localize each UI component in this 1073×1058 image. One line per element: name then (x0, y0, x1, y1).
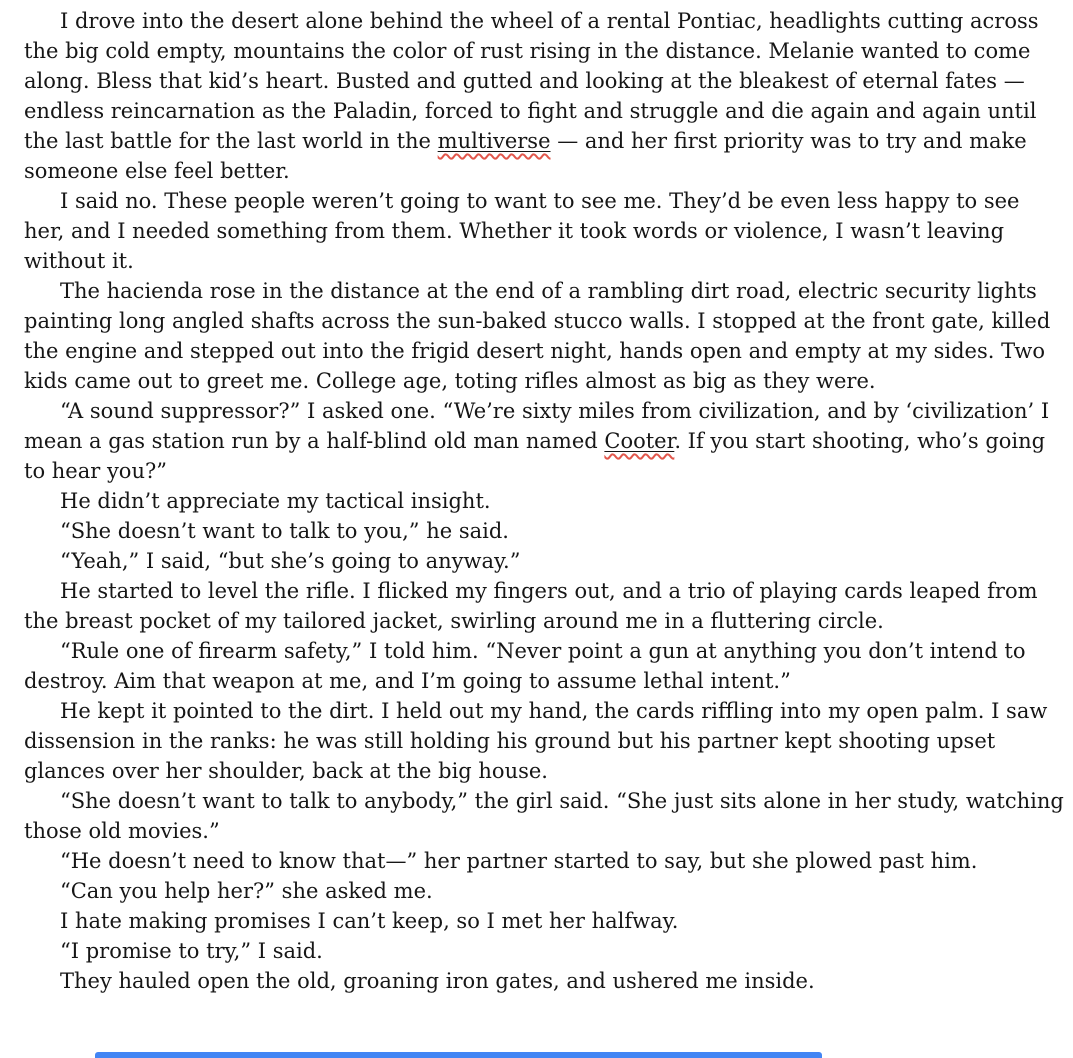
paragraph: I drove into the desert alone behind the wheel of a rental Pontiac, headlights cutting across the big cold empty, mountains the color of rust rising in the distance. Melanie wanted to come along. Bless that kid’s heart. Busted and gutted and looking at the bleakest of eternal fates — endless reincarnation as the Paladin, forced to fight and struggle and die again and again until the last battle for the last world in the multiverse — and her first priority was to try and make someone else feel better. (24, 9, 1039, 183)
paragraph: “Rule one of firearm safety,” I told him. “Never point a gun at anything you don’t intend to destroy. Aim that weapon at me, and I’m going to assume lethal intent.” (24, 639, 1026, 693)
paragraph: “He doesn’t need to know that—” her partner started to say, but she plowed past him. (60, 849, 978, 873)
paragraph: I hate making promises I can’t keep, so I met her halfway. (60, 909, 679, 933)
paragraph: “A sound suppressor?” I asked one. “We’re sixty miles from civilization, and by ‘civilization’ I mean a gas station run by a half-blind old man named Cooter. If you start shooting, who’s going to hear you?” (24, 399, 1050, 483)
paragraph: He started to level the rifle. I flicked my fingers out, and a trio of playing cards leaped from the breast pocket of my tailored jacket, swirling around me in a fluttering circle. (24, 579, 1038, 633)
scroll-progress-bar[interactable] (95, 1052, 822, 1058)
paragraph: The hacienda rose in the distance at the end of a rambling dirt road, electric security lights painting long angled shafts across the sun-baked stucco walls. I stopped at the front gate, killed the engine and stepped out into the frigid desert night, hands open and empty at my sides. Two kids came out to greet me. College age, toting rifles almost as big as they were. (24, 279, 1051, 393)
paragraph: “Can you help her?” she asked me. (60, 879, 433, 903)
paragraph: He didn’t appreciate my tactical insight. (60, 489, 491, 513)
paragraph: I said no. These people weren’t going to want to see me. They’d be even less happy to see her, and I needed something from them. Whether it took words or violence, I wasn’t leaving without it. (24, 189, 1020, 273)
paragraph: They hauled open the old, groaning iron gates, and ushered me inside. (60, 969, 815, 993)
paragraph: He kept it pointed to the dirt. I held out my hand, the cards riffling into my open palm. I saw dissension in the ranks: he was still holding his ground but his partner kept shooting upset glances over her shoulder, back at the big house. (24, 699, 1048, 783)
paragraph: “I promise to try,” I said. (60, 939, 323, 963)
spellcheck-flagged-word[interactable] (438, 129, 551, 153)
underlined-text: Cooter (604, 429, 675, 453)
paragraph: “Yeah,” I said, “but she’s going to anyway.” (60, 549, 521, 573)
spellcheck-flagged-word[interactable] (604, 429, 674, 453)
underlined-text: multiverse (437, 129, 551, 153)
paragraph: “She doesn’t want to talk to anybody,” the girl said. “She just sits alone in her study, watching those old movies.” (24, 789, 1064, 843)
document-body (24, 6, 1064, 996)
paragraph: “She doesn’t want to talk to you,” he said. (60, 519, 509, 543)
